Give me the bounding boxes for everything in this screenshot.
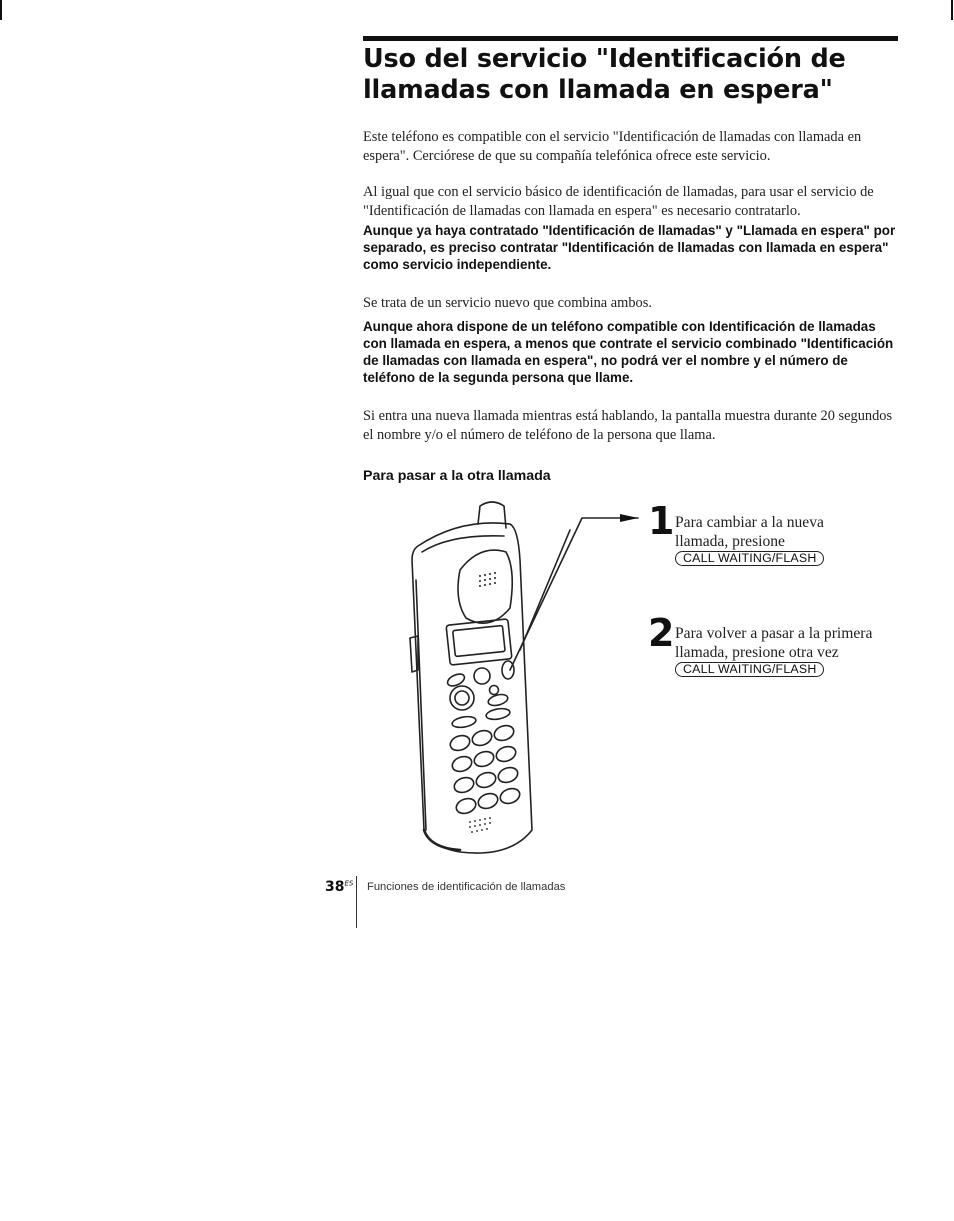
step-1-text: Para cambiar a la nueva llamada, presione (675, 514, 824, 550)
section-heading: Para pasar a la otra llamada (363, 468, 551, 484)
title-rule (363, 36, 898, 41)
edge-mark-right (951, 0, 953, 20)
handset-illustration (400, 500, 640, 865)
chapter-label: Funciones de identificación de llamadas (367, 881, 566, 893)
edge-mark-left (0, 0, 2, 20)
combined-service-paragraph: Se trata de un servicio nuevo que combina ambos. (363, 295, 652, 311)
step-1-number: 1 (648, 499, 675, 543)
contract-note: Aunque ya haya contratado "Identificación de llamadas" y "Llamada en espera" por separado, es preciso contratar "Identificación de llamadas con llamada en espera" como servicio independiente. (363, 223, 896, 272)
incoming-call-paragraph: Si entra una nueva llamada mientras está hablando, la pantalla muestra durante 20 segundos el nombre y/o el número de teléfono de la persona que llama. (363, 408, 893, 443)
call-waiting-flash-key: CALL WAITING/FLASH (675, 551, 824, 566)
compatibility-note: Aunque ahora dispone de un teléfono compatible con Identificación de llamadas con llamada en espera, a menos que contrate el servicio combinado "Identificación de llamadas con llamada en espera", no podrá ver el nombre y el número de teléfono de la segunda persona que llame. (363, 319, 894, 385)
page-number: $38^{ES}$ (325, 879, 354, 895)
requirement-paragraph: Al igual que con el servicio básico de identificación de llamadas, para usar el servicio de "Identificación de llamadas con llamada en espera" es necesario contratarlo. (363, 184, 874, 219)
footer-divider (356, 876, 357, 928)
step-2-text: Para volver a pasar a la primera llamada, presione otra vez (675, 625, 873, 661)
intro-paragraph: Este teléfono es compatible con el servicio "Identificación de llamadas con llamada en espera". Cerciórese de que su compañía telefónica ofrece este servicio. (363, 129, 862, 164)
step-2-number: 2 (648, 611, 675, 655)
page-title: Uso del servicio "Identificación de llamadas con llamada en espera" (363, 44, 846, 105)
call-waiting-flash-key-2: CALL WAITING/FLASH (675, 662, 824, 677)
